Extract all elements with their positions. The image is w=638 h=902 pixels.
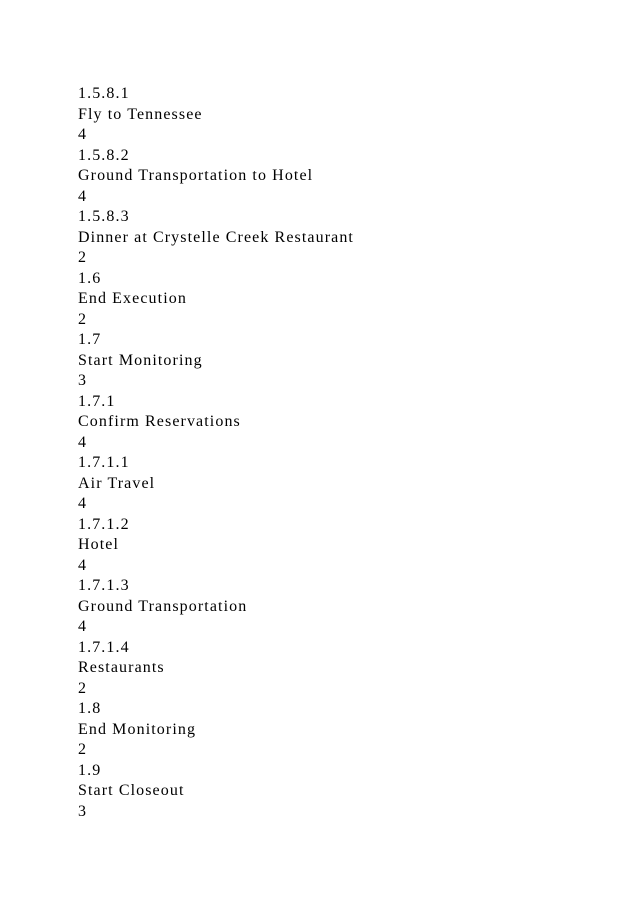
outline-line: End Execution [78,290,187,307]
outline-line: Air Travel [78,474,156,492]
outline-line: 2 [78,679,88,697]
outline-line: 1.7.1.2 [78,515,130,533]
outline-line: Hotel [78,536,120,553]
outline-line: 1.7.1.1 [78,454,130,471]
outline-line: 4 [78,556,88,574]
outline-line: Ground Transportation to Hotel [78,167,314,184]
outline-line: 1.7.1.4 [78,638,130,656]
outline-line: 2 [78,741,88,758]
outline-line: 1.5.8.1 [78,85,130,102]
outline-line: 4 [78,618,88,635]
outline-line: 1.5.8.3 [78,208,130,225]
outline-line: Fly to Tennessee [78,105,203,123]
outline-line: Restaurants [78,659,165,676]
outline-line: 1.7.1.3 [78,577,130,594]
task-outline-list [78,84,354,822]
outline-line: 4 [78,433,88,451]
outline-line: Dinner at Crystelle Creek Restaurant [78,228,354,246]
outline-line: 3 [78,802,88,820]
outline-line: 2 [78,310,88,328]
outline-line: End Monitoring [78,720,197,738]
outline-line: Ground Transportation [78,597,248,615]
outline-line: 1.7.1 [78,392,116,410]
outline-line: 4 [78,187,88,205]
outline-line: 1.6 [78,269,102,287]
outline-line: Start Monitoring [78,351,203,369]
outline-line: Confirm Reservations [78,413,241,430]
outline-line: 1.7 [78,331,102,348]
outline-line: 4 [78,126,88,143]
outline-line: Start Closeout [78,782,185,799]
outline-line: 1.8 [78,700,102,717]
outline-line: 3 [78,372,88,389]
outline-line: 1.9 [78,761,102,779]
outline-line: 1.5.8.2 [78,146,130,164]
outline-line: 2 [78,249,88,266]
outline-line: 4 [78,495,88,512]
